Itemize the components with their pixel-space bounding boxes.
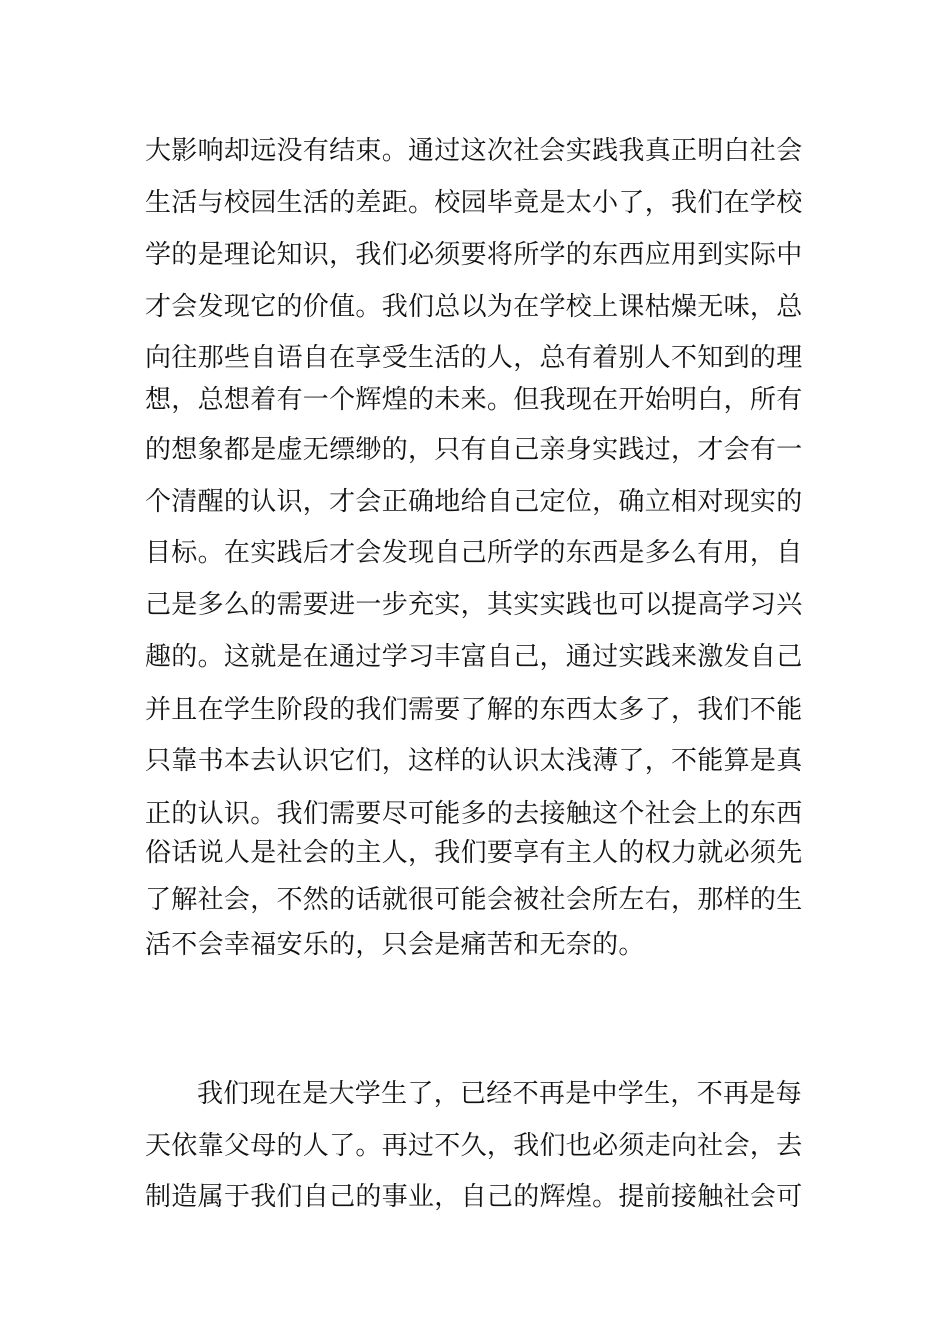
- text-line: 己是多么的需要进一步充实，其实实践也可以提高学习兴: [145, 590, 803, 620]
- text-line: 想，总想着有一个辉煌的未来。但我现在开始明白，所有: [145, 385, 803, 415]
- text-line: 活不会幸福安乐的，只会是痛苦和无奈的。: [145, 930, 645, 960]
- text-line: 趣的。这就是在通过学习丰富自己，通过实践来激发自己: [145, 642, 803, 672]
- text-line: 学的是理论知识，我们必须要将所学的东西应用到实际中: [145, 240, 803, 270]
- text-line: 俗话说人是社会的主人，我们要享有主人的权力就必须先: [145, 838, 803, 868]
- text-line: 正的认识。我们需要尽可能多的去接触这个社会上的东西: [145, 799, 803, 829]
- text-line: 只靠书本去认识它们，这样的认识太浅薄了，不能算是真: [145, 746, 803, 776]
- text-line: 大影响却远没有结束。通过这次社会实践我真正明白社会: [145, 136, 803, 166]
- text-line: 天依靠父母的人了。再过不久，我们也必须走向社会，去: [145, 1131, 803, 1161]
- text-line: 目标。在实践后才会发现自己所学的东西是多么有用，自: [145, 538, 803, 568]
- text-line: 个清醒的认识，才会正确地给自己定位，确立相对现实的: [145, 487, 803, 517]
- text-line: 向往那些自语自在享受生活的人，总有着别人不知到的理: [145, 343, 803, 373]
- text-line: 生活与校园生活的差距。校园毕竟是太小了，我们在学校: [145, 188, 803, 218]
- text-line: 并且在学生阶段的我们需要了解的东西太多了，我们不能: [145, 695, 803, 725]
- text-line: 了解社会，不然的话就很可能会被社会所左右，那样的生: [145, 885, 803, 915]
- text-line: 才会发现它的价值。我们总以为在学校上课枯燥无味，总: [145, 292, 803, 322]
- text-line: 的想象都是虚无缥缈的，只有自己亲身实践过，才会有一: [145, 435, 803, 465]
- text-line: 制造属于我们自己的事业，自己的辉煌。提前接触社会可: [145, 1182, 803, 1212]
- text-line: 我们现在是大学生了，已经不再是中学生，不再是每: [197, 1079, 802, 1109]
